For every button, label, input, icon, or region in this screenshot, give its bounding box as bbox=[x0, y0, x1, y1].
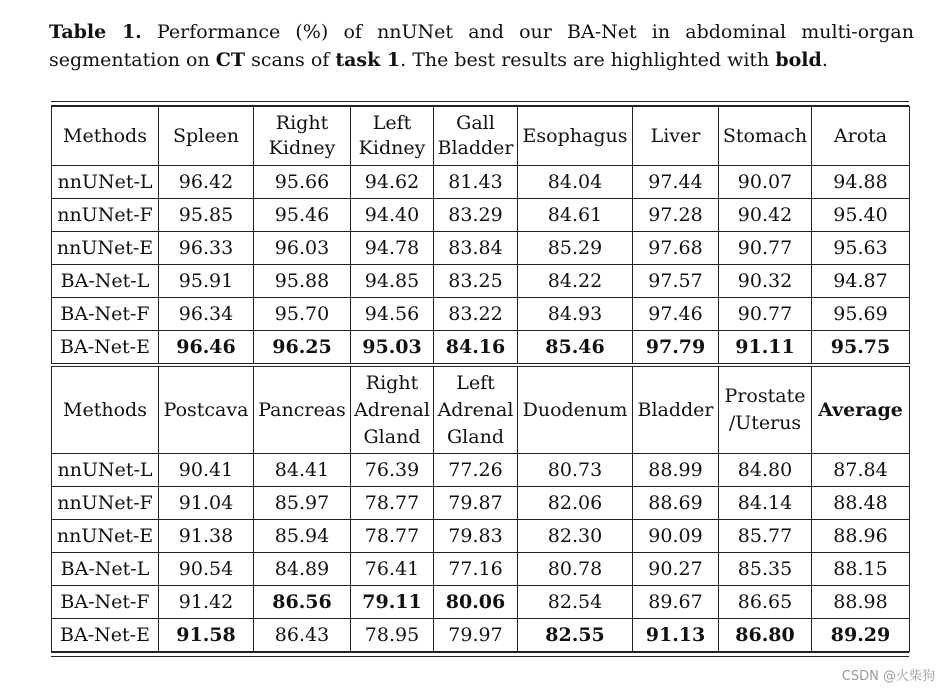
value-cell: 79.11 bbox=[351, 586, 434, 619]
method-cell: nnUNet-F bbox=[52, 487, 159, 520]
header-cell bbox=[351, 107, 434, 166]
value-cell: 97.57 bbox=[633, 265, 719, 298]
value-cell: 82.30 bbox=[518, 520, 633, 553]
header-line: Bladder bbox=[637, 398, 714, 421]
value-cell: 86.80 bbox=[719, 619, 812, 652]
value-cell: 78.77 bbox=[351, 520, 434, 553]
value-cell: 90.42 bbox=[719, 199, 812, 232]
value-cell: 86.56 bbox=[254, 586, 351, 619]
header-line: Right bbox=[365, 371, 419, 394]
value-cell: 95.40 bbox=[812, 199, 910, 232]
header-cell bbox=[351, 365, 434, 454]
header-line: Right bbox=[275, 112, 329, 134]
header-line: /Uterus bbox=[728, 412, 802, 434]
header-cell bbox=[719, 365, 812, 454]
value-cell: 97.79 bbox=[633, 331, 719, 366]
value-cell: 80.73 bbox=[518, 454, 633, 487]
table-row bbox=[52, 166, 910, 199]
value-cell: 97.68 bbox=[633, 232, 719, 265]
value-cell: 80.78 bbox=[518, 553, 633, 586]
header-cell bbox=[518, 365, 633, 454]
value-cell: 97.46 bbox=[633, 298, 719, 331]
value-cell: 76.41 bbox=[351, 553, 434, 586]
value-cell: 90.41 bbox=[159, 454, 254, 487]
value-cell: 83.25 bbox=[434, 265, 518, 298]
value-cell: 91.42 bbox=[159, 586, 254, 619]
value-cell: 95.63 bbox=[812, 232, 910, 265]
header-line: Pancreas bbox=[258, 398, 346, 421]
method-cell: nnUNet-L bbox=[52, 166, 159, 199]
header-line: Liver bbox=[650, 124, 701, 147]
value-cell: 91.13 bbox=[633, 619, 719, 652]
value-cell: 86.43 bbox=[254, 619, 351, 652]
method-cell: BA-Net-F bbox=[52, 586, 159, 619]
header-line: Gall bbox=[456, 112, 495, 134]
header-line: Kidney bbox=[268, 137, 336, 159]
bottom-rule bbox=[51, 652, 909, 657]
table-caption bbox=[49, 18, 914, 74]
value-cell: 84.61 bbox=[518, 199, 633, 232]
value-cell: 90.32 bbox=[719, 265, 812, 298]
value-cell: 94.88 bbox=[812, 166, 910, 199]
value-cell: 84.16 bbox=[434, 331, 518, 366]
caption-bold-task: task 1 bbox=[335, 49, 401, 71]
caption-text-3: . The best results are highlighted with bbox=[400, 49, 776, 71]
caption-text-2: scans of bbox=[245, 49, 336, 71]
table-row bbox=[52, 619, 910, 652]
value-cell: 95.66 bbox=[254, 166, 351, 199]
value-cell: 79.83 bbox=[434, 520, 518, 553]
caption-text-1: Performance (%) of nnUNet and our BA-Net in abdominal multi-organ segmentation on bbox=[49, 21, 914, 71]
value-cell: 80.06 bbox=[434, 586, 518, 619]
value-cell: 95.70 bbox=[254, 298, 351, 331]
value-cell: 84.22 bbox=[518, 265, 633, 298]
value-cell: 85.94 bbox=[254, 520, 351, 553]
value-cell: 87.84 bbox=[812, 454, 910, 487]
value-cell: 84.14 bbox=[719, 487, 812, 520]
method-cell: nnUNet-F bbox=[52, 199, 159, 232]
results-table bbox=[51, 101, 909, 657]
value-cell: 84.93 bbox=[518, 298, 633, 331]
watermark: CSDN @火柴狗 bbox=[841, 669, 935, 684]
header-cell bbox=[633, 107, 719, 166]
caption-bold-word: bold bbox=[775, 49, 822, 71]
value-cell: 90.09 bbox=[633, 520, 719, 553]
value-cell: 78.77 bbox=[351, 487, 434, 520]
value-cell: 88.96 bbox=[812, 520, 910, 553]
header-line: Kidney bbox=[358, 137, 426, 159]
caption-bold-ct: CT bbox=[215, 49, 246, 71]
value-cell: 86.65 bbox=[719, 586, 812, 619]
header-line: Arota bbox=[833, 124, 888, 147]
header-cell bbox=[159, 365, 254, 454]
value-cell: 94.87 bbox=[812, 265, 910, 298]
value-cell: 91.58 bbox=[159, 619, 254, 652]
header-cell bbox=[159, 107, 254, 166]
value-cell: 94.56 bbox=[351, 298, 434, 331]
value-cell: 84.41 bbox=[254, 454, 351, 487]
header-line: Prostate bbox=[724, 385, 806, 407]
method-cell: nnUNet-E bbox=[52, 520, 159, 553]
value-cell: 79.97 bbox=[434, 619, 518, 652]
header-cell bbox=[254, 107, 351, 166]
header-line: Bladder bbox=[437, 137, 514, 159]
table-row bbox=[52, 454, 910, 487]
value-cell: 95.75 bbox=[812, 331, 910, 366]
table-row bbox=[52, 487, 910, 520]
header-line: Esophagus bbox=[522, 124, 628, 147]
method-cell: BA-Net-L bbox=[52, 265, 159, 298]
value-cell: 83.84 bbox=[434, 232, 518, 265]
value-cell: 90.77 bbox=[719, 232, 812, 265]
value-cell: 96.46 bbox=[159, 331, 254, 366]
header-cell bbox=[434, 365, 518, 454]
method-cell: nnUNet-E bbox=[52, 232, 159, 265]
header-line: Left bbox=[456, 371, 495, 394]
header-line: Postcava bbox=[163, 398, 249, 421]
value-cell: 77.26 bbox=[434, 454, 518, 487]
value-cell: 91.04 bbox=[159, 487, 254, 520]
value-cell: 79.87 bbox=[434, 487, 518, 520]
value-cell: 85.29 bbox=[518, 232, 633, 265]
value-cell: 83.22 bbox=[434, 298, 518, 331]
header-line: Methods bbox=[63, 124, 147, 147]
table-row bbox=[52, 553, 910, 586]
value-cell: 95.88 bbox=[254, 265, 351, 298]
value-cell: 97.28 bbox=[633, 199, 719, 232]
value-cell: 85.97 bbox=[254, 487, 351, 520]
results-table-grid bbox=[51, 106, 910, 652]
value-cell: 88.48 bbox=[812, 487, 910, 520]
value-cell: 88.15 bbox=[812, 553, 910, 586]
value-cell: 96.03 bbox=[254, 232, 351, 265]
value-cell: 95.46 bbox=[254, 199, 351, 232]
value-cell: 95.91 bbox=[159, 265, 254, 298]
header-cell bbox=[812, 107, 910, 166]
value-cell: 88.98 bbox=[812, 586, 910, 619]
value-cell: 78.95 bbox=[351, 619, 434, 652]
value-cell: 90.77 bbox=[719, 298, 812, 331]
value-cell: 96.25 bbox=[254, 331, 351, 366]
header-cell bbox=[719, 107, 812, 166]
header-line: Left bbox=[372, 112, 412, 134]
value-cell: 91.38 bbox=[159, 520, 254, 553]
value-cell: 94.62 bbox=[351, 166, 434, 199]
value-cell: 94.40 bbox=[351, 199, 434, 232]
value-cell: 95.69 bbox=[812, 298, 910, 331]
value-cell: 83.29 bbox=[434, 199, 518, 232]
method-cell: nnUNet-L bbox=[52, 454, 159, 487]
value-cell: 82.06 bbox=[518, 487, 633, 520]
value-cell: 85.46 bbox=[518, 331, 633, 366]
table-row bbox=[52, 520, 910, 553]
header-line: Duodenum bbox=[522, 398, 628, 421]
table-row bbox=[52, 199, 910, 232]
table-row bbox=[52, 232, 910, 265]
value-cell: 96.34 bbox=[159, 298, 254, 331]
table-row bbox=[52, 331, 910, 366]
value-cell: 95.03 bbox=[351, 331, 434, 366]
value-cell: 88.69 bbox=[633, 487, 719, 520]
table-row bbox=[52, 298, 910, 331]
value-cell: 85.77 bbox=[719, 520, 812, 553]
value-cell: 85.35 bbox=[719, 553, 812, 586]
method-cell: BA-Net-E bbox=[52, 331, 159, 366]
header-line: Spleen bbox=[173, 124, 239, 147]
value-cell: 90.54 bbox=[159, 553, 254, 586]
header-cell bbox=[52, 107, 159, 166]
value-cell: 97.44 bbox=[633, 166, 719, 199]
method-cell: BA-Net-F bbox=[52, 298, 159, 331]
value-cell: 84.80 bbox=[719, 454, 812, 487]
header-cell bbox=[812, 365, 910, 454]
value-cell: 91.11 bbox=[719, 331, 812, 366]
caption-label: Table 1. bbox=[49, 21, 142, 43]
value-cell: 84.89 bbox=[254, 553, 351, 586]
header-line: Adrenal bbox=[354, 398, 430, 421]
value-cell: 76.39 bbox=[351, 454, 434, 487]
value-cell: 90.07 bbox=[719, 166, 812, 199]
value-cell: 89.29 bbox=[812, 619, 910, 652]
header-line: Methods bbox=[63, 398, 147, 421]
value-cell: 94.85 bbox=[351, 265, 434, 298]
value-cell: 95.85 bbox=[159, 199, 254, 232]
header-cell bbox=[434, 107, 518, 166]
header-cell bbox=[52, 365, 159, 454]
caption-text-4: . bbox=[821, 49, 828, 71]
value-cell: 94.78 bbox=[351, 232, 434, 265]
header-line: Adrenal bbox=[437, 398, 514, 421]
header-line: Stomach bbox=[722, 124, 808, 147]
method-cell: BA-Net-E bbox=[52, 619, 159, 652]
table-row bbox=[52, 586, 910, 619]
table-row bbox=[52, 265, 910, 298]
header-line: Average bbox=[818, 398, 903, 421]
method-cell: BA-Net-L bbox=[52, 553, 159, 586]
header-line: Gland bbox=[447, 425, 504, 448]
value-cell: 96.42 bbox=[159, 166, 254, 199]
table1-header-row bbox=[52, 107, 910, 166]
header-cell bbox=[254, 365, 351, 454]
value-cell: 81.43 bbox=[434, 166, 518, 199]
value-cell: 96.33 bbox=[159, 232, 254, 265]
header-line: Gland bbox=[363, 425, 421, 448]
value-cell: 89.67 bbox=[633, 586, 719, 619]
value-cell: 88.99 bbox=[633, 454, 719, 487]
value-cell: 82.54 bbox=[518, 586, 633, 619]
header-cell bbox=[633, 365, 719, 454]
table2-header-row bbox=[52, 365, 910, 454]
value-cell: 90.27 bbox=[633, 553, 719, 586]
value-cell: 77.16 bbox=[434, 553, 518, 586]
value-cell: 84.04 bbox=[518, 166, 633, 199]
header-cell bbox=[518, 107, 633, 166]
value-cell: 82.55 bbox=[518, 619, 633, 652]
